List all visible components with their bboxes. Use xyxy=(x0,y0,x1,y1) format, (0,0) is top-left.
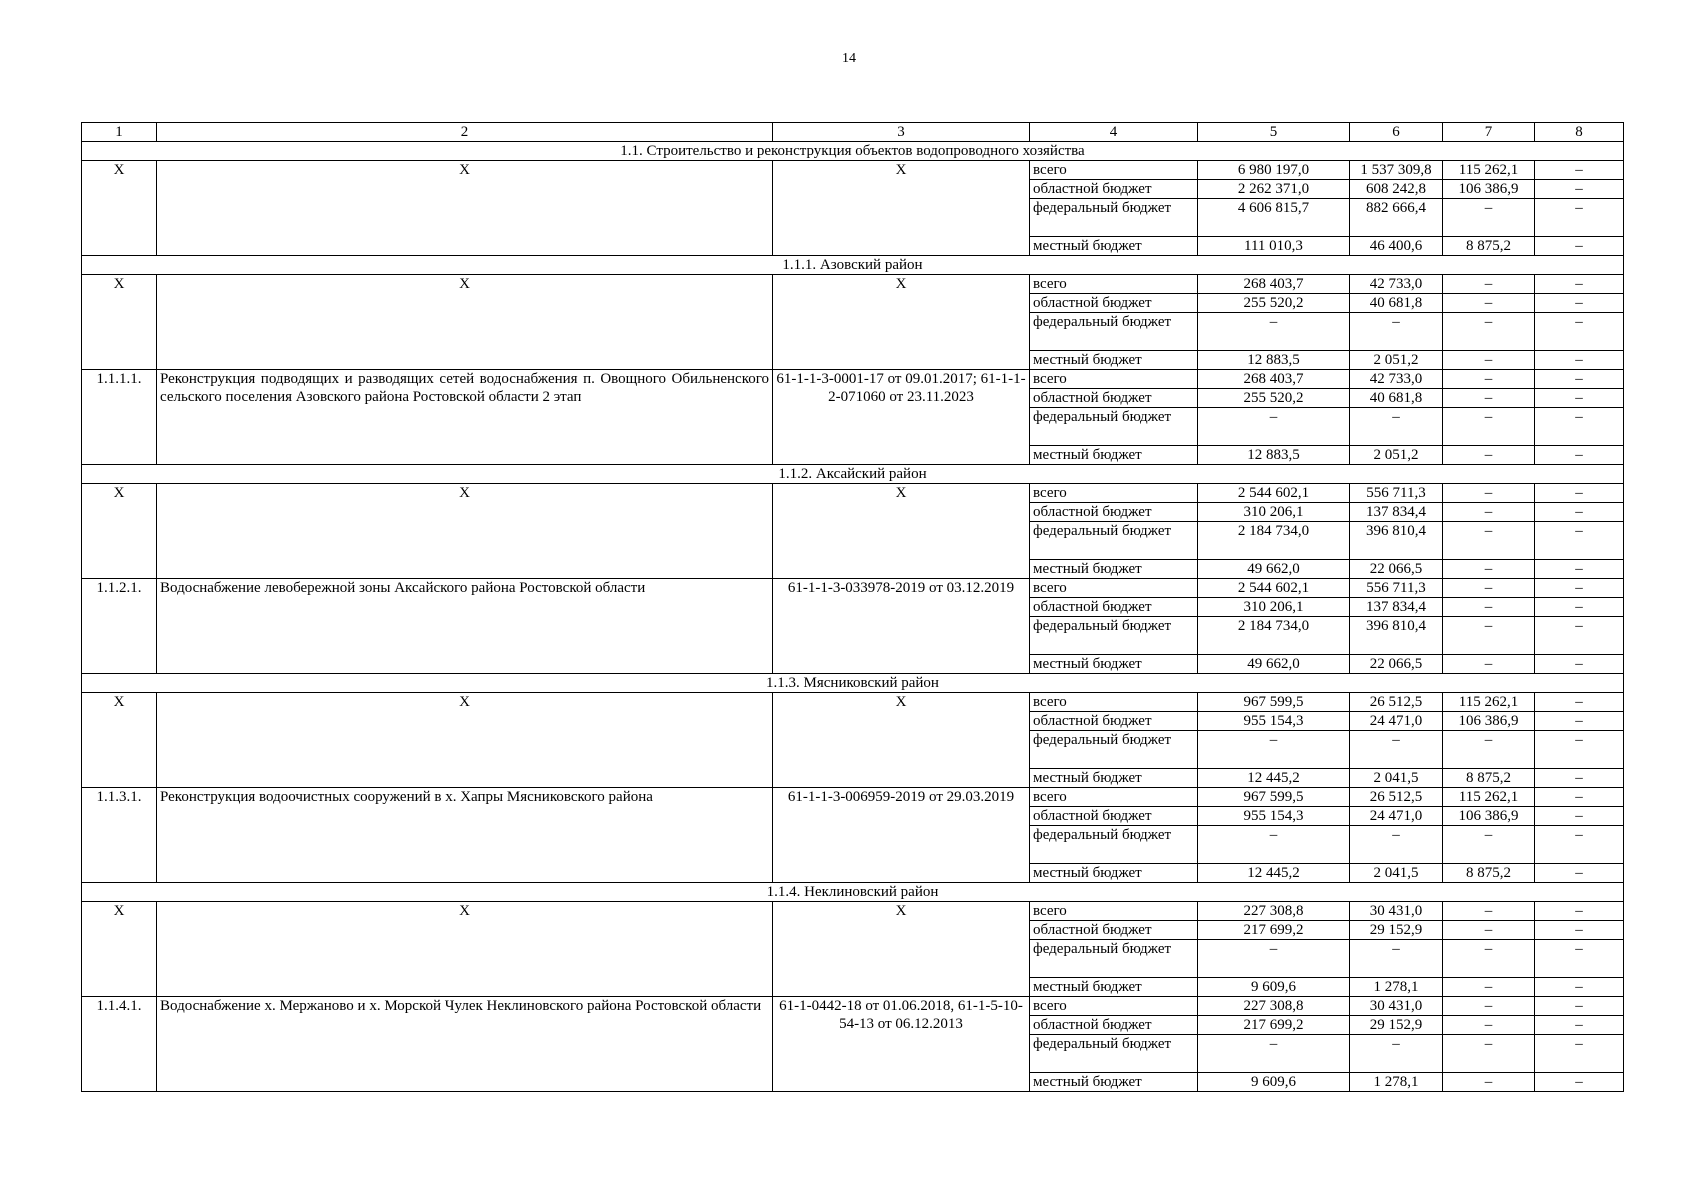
budget-label: федеральный бюджет xyxy=(1030,408,1198,446)
value-col-5: 268 403,7 xyxy=(1198,370,1350,389)
budget-label: областной бюджет xyxy=(1030,389,1198,408)
section-title: 1.1.3. Мясниковский район xyxy=(82,674,1624,693)
table-row xyxy=(82,693,1624,712)
item-name: X xyxy=(157,275,773,370)
value-col-7: – xyxy=(1443,408,1535,446)
budget-label: федеральный бюджет xyxy=(1030,522,1198,560)
value-col-6: 2 051,2 xyxy=(1350,446,1443,465)
value-col-8: – xyxy=(1535,503,1624,522)
value-col-8: – xyxy=(1535,788,1624,807)
value-col-5: – xyxy=(1198,313,1350,351)
header-cell-3: 3 xyxy=(773,123,1030,142)
item-name: Реконструкция подводящих и разводящих сетей водоснабжения п. Овощного Обильненского сельского поселения Азовского района Ростовской области 2 этап xyxy=(157,370,773,465)
budget-label: всего xyxy=(1030,370,1198,389)
budget-label: областной бюджет xyxy=(1030,807,1198,826)
value-col-5: 12 445,2 xyxy=(1198,864,1350,883)
value-col-8: – xyxy=(1535,446,1624,465)
value-col-6: 29 152,9 xyxy=(1350,1016,1443,1035)
value-col-7: – xyxy=(1443,313,1535,351)
item-number: 1.1.4.1. xyxy=(82,997,157,1092)
value-col-7: 106 386,9 xyxy=(1443,807,1535,826)
value-col-6: 396 810,4 xyxy=(1350,617,1443,655)
budget-label: областной бюджет xyxy=(1030,294,1198,313)
value-col-5: 217 699,2 xyxy=(1198,1016,1350,1035)
value-col-5: 310 206,1 xyxy=(1198,503,1350,522)
table-row xyxy=(82,275,1624,294)
budget-label: всего xyxy=(1030,902,1198,921)
item-document: 61-1-1-3-033978-2019 от 03.12.2019 xyxy=(773,579,1030,674)
budget-label: федеральный бюджет xyxy=(1030,617,1198,655)
value-col-8: – xyxy=(1535,826,1624,864)
table-row xyxy=(82,370,1624,389)
header-cell-1: 1 xyxy=(82,123,157,142)
value-col-7: 106 386,9 xyxy=(1443,712,1535,731)
value-col-6: 24 471,0 xyxy=(1350,807,1443,826)
value-col-6: 556 711,3 xyxy=(1350,579,1443,598)
value-col-6: 26 512,5 xyxy=(1350,788,1443,807)
value-col-5: 49 662,0 xyxy=(1198,655,1350,674)
value-col-8: – xyxy=(1535,313,1624,351)
value-col-6: 42 733,0 xyxy=(1350,370,1443,389)
value-col-6: – xyxy=(1350,826,1443,864)
value-col-5: 12 445,2 xyxy=(1198,769,1350,788)
value-col-5: – xyxy=(1198,1035,1350,1073)
value-col-7: 106 386,9 xyxy=(1443,180,1535,199)
value-col-6: – xyxy=(1350,408,1443,446)
value-col-8: – xyxy=(1535,617,1624,655)
value-col-8: – xyxy=(1535,731,1624,769)
budget-label: всего xyxy=(1030,484,1198,503)
value-col-5: – xyxy=(1198,940,1350,978)
value-col-6: 24 471,0 xyxy=(1350,712,1443,731)
value-col-6: 556 711,3 xyxy=(1350,484,1443,503)
item-number: X xyxy=(82,902,157,997)
value-col-8: – xyxy=(1535,237,1624,256)
section-title: 1.1.1. Азовский район xyxy=(82,256,1624,275)
value-col-5: 2 544 602,1 xyxy=(1198,579,1350,598)
funding-table xyxy=(81,122,1624,1092)
value-col-5: 2 544 602,1 xyxy=(1198,484,1350,503)
value-col-8: – xyxy=(1535,370,1624,389)
budget-label: местный бюджет xyxy=(1030,864,1198,883)
value-col-6: 22 066,5 xyxy=(1350,655,1443,674)
value-col-7: – xyxy=(1443,484,1535,503)
table-row xyxy=(82,997,1624,1016)
value-col-7: – xyxy=(1443,351,1535,370)
value-col-8: – xyxy=(1535,864,1624,883)
value-col-8: – xyxy=(1535,693,1624,712)
value-col-6: 30 431,0 xyxy=(1350,997,1443,1016)
value-col-5: 4 606 815,7 xyxy=(1198,199,1350,237)
value-col-5: 6 980 197,0 xyxy=(1198,161,1350,180)
budget-label: местный бюджет xyxy=(1030,769,1198,788)
value-col-5: 111 010,3 xyxy=(1198,237,1350,256)
budget-label: областной бюджет xyxy=(1030,712,1198,731)
value-col-8: – xyxy=(1535,1073,1624,1092)
value-col-5: 955 154,3 xyxy=(1198,712,1350,731)
section-title: 1.1. Строительство и реконструкция объектов водопроводного хозяйства xyxy=(82,142,1624,161)
value-col-7: – xyxy=(1443,560,1535,579)
header-cell-4: 4 xyxy=(1030,123,1198,142)
value-col-8: – xyxy=(1535,921,1624,940)
value-col-7: – xyxy=(1443,275,1535,294)
budget-label: местный бюджет xyxy=(1030,655,1198,674)
value-col-8: – xyxy=(1535,807,1624,826)
item-number: 1.1.2.1. xyxy=(82,579,157,674)
budget-label: областной бюджет xyxy=(1030,921,1198,940)
value-col-8: – xyxy=(1535,902,1624,921)
item-document: X xyxy=(773,693,1030,788)
item-document: 61-1-0442-18 от 01.06.2018, 61-1-5-10-54-13 от 06.12.2013 xyxy=(773,997,1030,1092)
value-col-6: 29 152,9 xyxy=(1350,921,1443,940)
value-col-5: 227 308,8 xyxy=(1198,902,1350,921)
value-col-8: – xyxy=(1535,408,1624,446)
item-number: X xyxy=(82,275,157,370)
budget-label: федеральный бюджет xyxy=(1030,1035,1198,1073)
value-col-5: 227 308,8 xyxy=(1198,997,1350,1016)
value-col-6: 2 051,2 xyxy=(1350,351,1443,370)
header-row xyxy=(82,123,1624,142)
table-body xyxy=(82,123,1624,1092)
value-col-7: 8 875,2 xyxy=(1443,769,1535,788)
value-col-8: – xyxy=(1535,484,1624,503)
value-col-5: 310 206,1 xyxy=(1198,598,1350,617)
section-header-row xyxy=(82,256,1624,275)
header-cell-6: 6 xyxy=(1350,123,1443,142)
item-name: X xyxy=(157,484,773,579)
value-col-7: – xyxy=(1443,978,1535,997)
value-col-8: – xyxy=(1535,940,1624,978)
value-col-8: – xyxy=(1535,655,1624,674)
value-col-8: – xyxy=(1535,560,1624,579)
item-number: X xyxy=(82,484,157,579)
value-col-7: – xyxy=(1443,1016,1535,1035)
item-name: X xyxy=(157,161,773,256)
section-header-row xyxy=(82,674,1624,693)
section-header-row xyxy=(82,883,1624,902)
value-col-5: 9 609,6 xyxy=(1198,1073,1350,1092)
budget-label: областной бюджет xyxy=(1030,180,1198,199)
value-col-6: 608 242,8 xyxy=(1350,180,1443,199)
budget-label: местный бюджет xyxy=(1030,1073,1198,1092)
item-name: Водоснабжение левобережной зоны Аксайского района Ростовской области xyxy=(157,579,773,674)
value-col-5: 967 599,5 xyxy=(1198,693,1350,712)
budget-label: всего xyxy=(1030,997,1198,1016)
header-cell-5: 5 xyxy=(1198,123,1350,142)
header-cell-8: 8 xyxy=(1535,123,1624,142)
value-col-7: 115 262,1 xyxy=(1443,788,1535,807)
value-col-7: – xyxy=(1443,503,1535,522)
value-col-7: – xyxy=(1443,921,1535,940)
value-col-7: – xyxy=(1443,598,1535,617)
budget-label: федеральный бюджет xyxy=(1030,199,1198,237)
value-col-6: – xyxy=(1350,1035,1443,1073)
value-col-6: 1 278,1 xyxy=(1350,978,1443,997)
item-document: X xyxy=(773,902,1030,997)
item-name: Реконструкция водоочистных сооружений в х. Хапры Мясниковского района xyxy=(157,788,773,883)
item-number: 1.1.3.1. xyxy=(82,788,157,883)
value-col-6: 22 066,5 xyxy=(1350,560,1443,579)
budget-label: федеральный бюджет xyxy=(1030,313,1198,351)
item-number: X xyxy=(82,693,157,788)
value-col-6: – xyxy=(1350,313,1443,351)
budget-label: всего xyxy=(1030,579,1198,598)
value-col-5: 217 699,2 xyxy=(1198,921,1350,940)
value-col-5: 2 262 371,0 xyxy=(1198,180,1350,199)
value-col-7: – xyxy=(1443,199,1535,237)
budget-label: местный бюджет xyxy=(1030,446,1198,465)
item-name: Водоснабжение х. Мержаново и х. Морской Чулек Неклиновского района Ростовской области xyxy=(157,997,773,1092)
value-col-6: – xyxy=(1350,731,1443,769)
value-col-5: 9 609,6 xyxy=(1198,978,1350,997)
value-col-8: – xyxy=(1535,1035,1624,1073)
item-document: 61-1-1-3-0001-17 от 09.01.2017; 61-1-1-2-071060 от 23.11.2023 xyxy=(773,370,1030,465)
table-row xyxy=(82,161,1624,180)
value-col-8: – xyxy=(1535,1016,1624,1035)
section-title: 1.1.2. Аксайский район xyxy=(82,465,1624,484)
value-col-6: 40 681,8 xyxy=(1350,389,1443,408)
item-document: X xyxy=(773,275,1030,370)
value-col-7: – xyxy=(1443,579,1535,598)
budget-label: всего xyxy=(1030,275,1198,294)
value-col-8: – xyxy=(1535,769,1624,788)
header-cell-2: 2 xyxy=(157,123,773,142)
value-col-8: – xyxy=(1535,275,1624,294)
value-col-6: 26 512,5 xyxy=(1350,693,1443,712)
table-row xyxy=(82,902,1624,921)
value-col-6: 2 041,5 xyxy=(1350,769,1443,788)
item-number: X xyxy=(82,161,157,256)
value-col-7: – xyxy=(1443,731,1535,769)
value-col-8: – xyxy=(1535,199,1624,237)
budget-label: областной бюджет xyxy=(1030,598,1198,617)
budget-label: местный бюджет xyxy=(1030,560,1198,579)
value-col-5: 12 883,5 xyxy=(1198,446,1350,465)
section-title: 1.1.4. Неклиновский район xyxy=(82,883,1624,902)
value-col-6: 46 400,6 xyxy=(1350,237,1443,256)
value-col-8: – xyxy=(1535,712,1624,731)
value-col-7: – xyxy=(1443,902,1535,921)
budget-label: федеральный бюджет xyxy=(1030,826,1198,864)
value-col-8: – xyxy=(1535,997,1624,1016)
value-col-5: 2 184 734,0 xyxy=(1198,522,1350,560)
value-col-5: 967 599,5 xyxy=(1198,788,1350,807)
budget-label: местный бюджет xyxy=(1030,237,1198,256)
value-col-6: 40 681,8 xyxy=(1350,294,1443,313)
value-col-8: – xyxy=(1535,351,1624,370)
value-col-6: 2 041,5 xyxy=(1350,864,1443,883)
section-header-row xyxy=(82,465,1624,484)
value-col-7: 115 262,1 xyxy=(1443,161,1535,180)
item-number: 1.1.1.1. xyxy=(82,370,157,465)
value-col-7: – xyxy=(1443,389,1535,408)
value-col-5: 255 520,2 xyxy=(1198,389,1350,408)
value-col-8: – xyxy=(1535,161,1624,180)
value-col-7: – xyxy=(1443,446,1535,465)
value-col-7: 115 262,1 xyxy=(1443,693,1535,712)
value-col-7: – xyxy=(1443,826,1535,864)
budget-label: областной бюджет xyxy=(1030,1016,1198,1035)
value-col-6: – xyxy=(1350,940,1443,978)
budget-label: всего xyxy=(1030,788,1198,807)
value-col-7: – xyxy=(1443,617,1535,655)
budget-label: местный бюджет xyxy=(1030,351,1198,370)
value-col-5: 2 184 734,0 xyxy=(1198,617,1350,655)
page-number: 14 xyxy=(842,51,856,66)
value-col-6: 396 810,4 xyxy=(1350,522,1443,560)
budget-label: всего xyxy=(1030,693,1198,712)
value-col-5: 12 883,5 xyxy=(1198,351,1350,370)
table-row xyxy=(82,484,1624,503)
item-document: X xyxy=(773,484,1030,579)
table-row xyxy=(82,579,1624,598)
section-header-row xyxy=(82,142,1624,161)
value-col-6: 30 431,0 xyxy=(1350,902,1443,921)
value-col-6: 42 733,0 xyxy=(1350,275,1443,294)
value-col-6: 137 834,4 xyxy=(1350,598,1443,617)
value-col-5: 49 662,0 xyxy=(1198,560,1350,579)
value-col-7: 8 875,2 xyxy=(1443,864,1535,883)
value-col-5: – xyxy=(1198,408,1350,446)
value-col-5: 955 154,3 xyxy=(1198,807,1350,826)
value-col-6: 1 278,1 xyxy=(1350,1073,1443,1092)
value-col-7: – xyxy=(1443,294,1535,313)
value-col-7: – xyxy=(1443,940,1535,978)
budget-label: федеральный бюджет xyxy=(1030,940,1198,978)
value-col-8: – xyxy=(1535,180,1624,199)
value-col-7: – xyxy=(1443,370,1535,389)
header-cell-7: 7 xyxy=(1443,123,1535,142)
table-row xyxy=(82,788,1624,807)
value-col-5: 268 403,7 xyxy=(1198,275,1350,294)
item-document: 61-1-1-3-006959-2019 от 29.03.2019 xyxy=(773,788,1030,883)
value-col-8: – xyxy=(1535,598,1624,617)
value-col-6: 137 834,4 xyxy=(1350,503,1443,522)
value-col-7: 8 875,2 xyxy=(1443,237,1535,256)
value-col-8: – xyxy=(1535,389,1624,408)
value-col-7: – xyxy=(1443,522,1535,560)
item-name: X xyxy=(157,902,773,997)
value-col-8: – xyxy=(1535,978,1624,997)
value-col-6: 882 666,4 xyxy=(1350,199,1443,237)
value-col-5: – xyxy=(1198,731,1350,769)
value-col-7: – xyxy=(1443,1035,1535,1073)
value-col-8: – xyxy=(1535,522,1624,560)
budget-label: областной бюджет xyxy=(1030,503,1198,522)
item-document: X xyxy=(773,161,1030,256)
value-col-5: – xyxy=(1198,826,1350,864)
item-name: X xyxy=(157,693,773,788)
value-col-8: – xyxy=(1535,579,1624,598)
value-col-6: 1 537 309,8 xyxy=(1350,161,1443,180)
value-col-7: – xyxy=(1443,997,1535,1016)
value-col-5: 255 520,2 xyxy=(1198,294,1350,313)
value-col-7: – xyxy=(1443,1073,1535,1092)
budget-label: федеральный бюджет xyxy=(1030,731,1198,769)
value-col-7: – xyxy=(1443,655,1535,674)
budget-label: местный бюджет xyxy=(1030,978,1198,997)
value-col-8: – xyxy=(1535,294,1624,313)
budget-label: всего xyxy=(1030,161,1198,180)
